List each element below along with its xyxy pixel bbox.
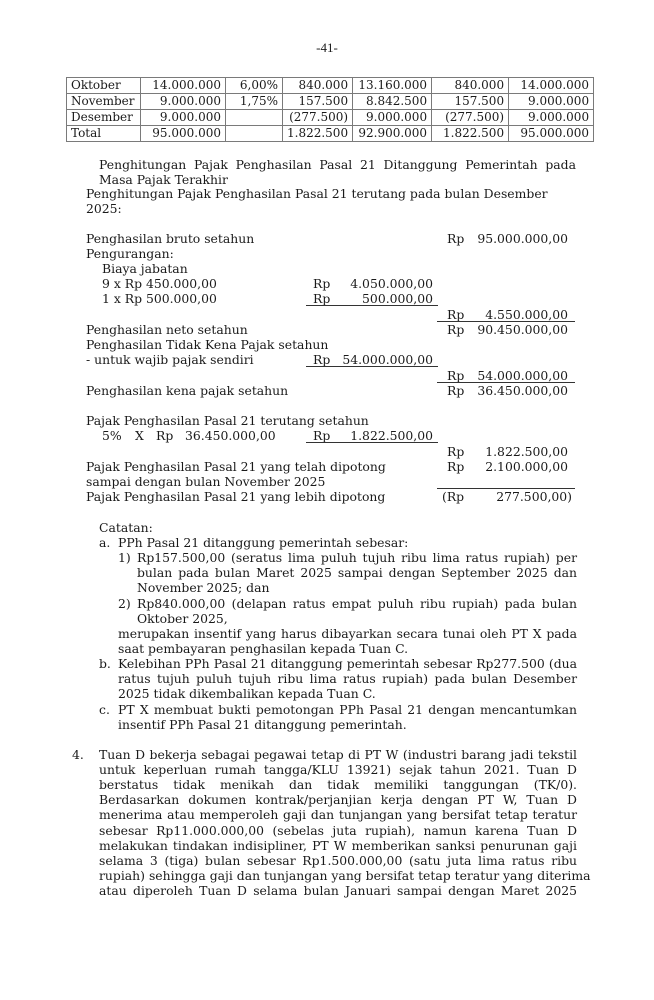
note-a1-line: bulan pada bulan Maret 2025 sampai dengan September 2025 dan <box>137 565 577 580</box>
biaya-jabatan-2-value: 500.000,00 <box>362 291 433 306</box>
case-4-line: melakukan tindakan indisipliner, PT W memberikan sanksi penurunan gaji <box>99 838 577 853</box>
currency: Rp <box>313 352 331 367</box>
biaya-jabatan-total-value: 4.550.000,00 <box>485 307 568 322</box>
pph-total-value: 1.822.500,00 <box>485 444 568 459</box>
note-a-text: PPh Pasal 21 ditanggung pemerintah sebesar: <box>118 535 409 550</box>
sub-heading-line1: Penghitungan Pajak Penghasilan Pasal 21 terutang pada bulan Desember <box>86 186 548 201</box>
cell-rate: 6,00% <box>226 78 283 94</box>
biaya-jabatan-label: Biaya jabatan <box>102 261 188 276</box>
neto-label: Penghasilan neto setahun <box>86 322 248 337</box>
cell-pph: 157.500 <box>283 94 353 110</box>
cell-pph: 840.000 <box>283 78 353 94</box>
table-row <box>67 78 594 94</box>
note-b-marker: b. <box>99 656 111 671</box>
cell-rate <box>226 126 283 142</box>
note-a-marker: a. <box>99 535 111 550</box>
note-a-tail-line: saat pembayaran penghasilan kepada Tuan C. <box>118 641 409 656</box>
note-a1-line: November 2025; dan <box>137 580 270 595</box>
cell-bruto: 14.000.000 <box>141 78 226 94</box>
currency: Rp <box>447 383 465 398</box>
case-4-line: sebesar Rp11.000.000,00 (sebelas juta rupiah), namun karena Tuan D <box>99 823 577 838</box>
note-a2-marker: 2) <box>118 596 131 611</box>
biaya-jabatan-2-label: 1 x Rp 500.000,00 <box>102 291 217 306</box>
currency: Rp <box>313 291 331 306</box>
neto-value: 90.450.000,00 <box>477 322 568 337</box>
cell-pph: (277.500) <box>283 110 353 126</box>
overpaid-label: Pajak Penghasilan Pasal 21 yang lebih dipotong <box>86 489 386 504</box>
subtotal-rule <box>306 305 438 306</box>
cell-bruto: 95.000.000 <box>141 126 226 142</box>
pph-formula-base: 36.450.000,00 <box>185 428 276 443</box>
currency: Rp <box>447 444 465 459</box>
ptkp-item-label: - untuk wajib pajak sendiri <box>86 352 254 367</box>
income-table <box>66 77 594 142</box>
currency: Rp <box>447 368 465 383</box>
table-row <box>67 110 594 126</box>
cell-month: November <box>67 94 141 110</box>
bruto-value: 95.000.000,00 <box>477 231 568 246</box>
section-heading-line2: Masa Pajak Terakhir <box>99 172 228 187</box>
cell-month: Desember <box>67 110 141 126</box>
page-number: -41- <box>316 40 338 55</box>
pph-label: Pajak Penghasilan Pasal 21 terutang setahun <box>86 413 369 428</box>
ptkp-label: Penghasilan Tidak Kena Pajak setahun <box>86 337 329 352</box>
cell-take-home: 92.900.000 <box>353 126 432 142</box>
section-heading-line1: Penghitungan Pajak Penghasilan Pasal 21 Ditanggung Pemerintah pada <box>99 157 576 172</box>
note-a-tail-line: merupakan insentif yang harus dibayarkan secara tunai oleh PT X pada <box>118 626 577 641</box>
currency: Rp <box>313 428 331 443</box>
cell-dtp: 1.822.500 <box>432 126 509 142</box>
withheld-label-line1: Pajak Penghasilan Pasal 21 yang telah dipotong <box>86 459 386 474</box>
cell-total-received: 14.000.000 <box>509 78 594 94</box>
cell-dtp: (277.500) <box>432 110 509 126</box>
overpaid-value: 277.500,00) <box>496 489 572 504</box>
note-b-line: Kelebihan PPh Pasal 21 ditanggung pemerintah sebesar Rp277.500 (dua <box>118 656 577 671</box>
case-4-line: berstatus tidak menikah dan tidak memiliki tanggungan (TK/0). <box>99 777 577 792</box>
deductions-label: Pengurangan: <box>86 246 174 261</box>
pph-formula-value: 1.822.500,00 <box>350 428 433 443</box>
case-4-line: selama 3 (tiga) bulan sebesar Rp1.500.000,00 (satu juta lima ratus ribu <box>99 853 577 868</box>
sub-heading-line2: 2025: <box>86 201 122 216</box>
cell-total-received: 9.000.000 <box>509 110 594 126</box>
currency: Rp <box>447 459 465 474</box>
pkp-value: 36.450.000,00 <box>477 383 568 398</box>
currency: (Rp <box>442 489 465 504</box>
subtotal-rule <box>306 366 438 367</box>
cell-take-home: 9.000.000 <box>353 110 432 126</box>
table-row <box>67 94 594 110</box>
case-4-marker: 4. <box>72 747 84 762</box>
case-4-line: untuk keperluan rumah tangga/KLU 13921) sejak tahun 2021. Tuan D <box>99 762 577 777</box>
pph-formula-x: X <box>135 428 144 443</box>
case-4-line: Tuan D bekerja sebagai pegawai tetap di PT W (industri barang jadi tekstil <box>99 747 577 762</box>
table-row-total <box>67 126 594 142</box>
cell-take-home: 13.160.000 <box>353 78 432 94</box>
biaya-jabatan-1-label: 9 x Rp 450.000,00 <box>102 276 217 291</box>
cell-total-received: 9.000.000 <box>509 94 594 110</box>
cell-rate: 1,75% <box>226 94 283 110</box>
currency: Rp <box>447 307 465 322</box>
subtotal-rule <box>306 442 438 443</box>
withheld-label-line2: sampai dengan bulan November 2025 <box>86 474 326 489</box>
note-a1-marker: 1) <box>118 550 131 565</box>
note-a2-line: Rp840.000,00 (delapan ratus empat puluh ribu rupiah) pada bulan <box>137 596 577 611</box>
note-c-line: PT X membuat bukti pemotongan PPh Pasal 21 dengan mencantumkan <box>118 702 577 717</box>
cell-pph: 1.822.500 <box>283 126 353 142</box>
case-4-line: atau diperoleh Tuan D selama bulan Januari sampai dengan Maret 2025 <box>99 883 577 898</box>
case-4-line: menerima atau memperoleh gaji dan tunjangan yang bersifat tetap teratur <box>99 807 577 822</box>
note-b-line: ratus tujuh puluh tujuh ribu lima ratus rupiah) pada bulan Desember <box>118 671 577 686</box>
cell-rate <box>226 110 283 126</box>
note-c-line: insentif PPh Pasal 21 ditanggung pemerintah. <box>118 717 407 732</box>
note-a2-line: Oktober 2025, <box>137 611 228 626</box>
currency: Rp <box>447 231 465 246</box>
ptkp-item-value: 54.000.000,00 <box>342 352 433 367</box>
case-4-line: Berdasarkan dokumen kontrak/perjanjian kerja dengan PT W, Tuan D <box>99 792 577 807</box>
cell-month: Oktober <box>67 78 141 94</box>
withheld-value: 2.100.000,00 <box>485 459 568 474</box>
pph-formula-rate: 5% <box>102 428 122 443</box>
bruto-label: Penghasilan bruto setahun <box>86 231 255 246</box>
note-c-marker: c. <box>99 702 110 717</box>
biaya-jabatan-1-value: 4.050.000,00 <box>350 276 433 291</box>
ptkp-total-value: 54.000.000,00 <box>477 368 568 383</box>
case-4-line: rupiah) sehingga gaji dan tunjangan yang bersifat tetap teratur yang diterima <box>99 868 591 883</box>
cell-total-received: 95.000.000 <box>509 126 594 142</box>
cell-month: Total <box>67 126 141 142</box>
currency: Rp <box>156 428 174 443</box>
cell-take-home: 8.842.500 <box>353 94 432 110</box>
notes-title: Catatan: <box>99 520 153 535</box>
note-a1-line: Rp157.500,00 (seratus lima puluh tujuh ribu lima ratus rupiah) per <box>137 550 577 565</box>
cell-bruto: 9.000.000 <box>141 94 226 110</box>
currency: Rp <box>313 276 331 291</box>
cell-dtp: 840.000 <box>432 78 509 94</box>
currency: Rp <box>447 322 465 337</box>
cell-bruto: 9.000.000 <box>141 110 226 126</box>
note-b-line: 2025 tidak dikembalikan kepada Tuan C. <box>118 686 376 701</box>
cell-dtp: 157.500 <box>432 94 509 110</box>
pkp-label: Penghasilan kena pajak setahun <box>86 383 289 398</box>
